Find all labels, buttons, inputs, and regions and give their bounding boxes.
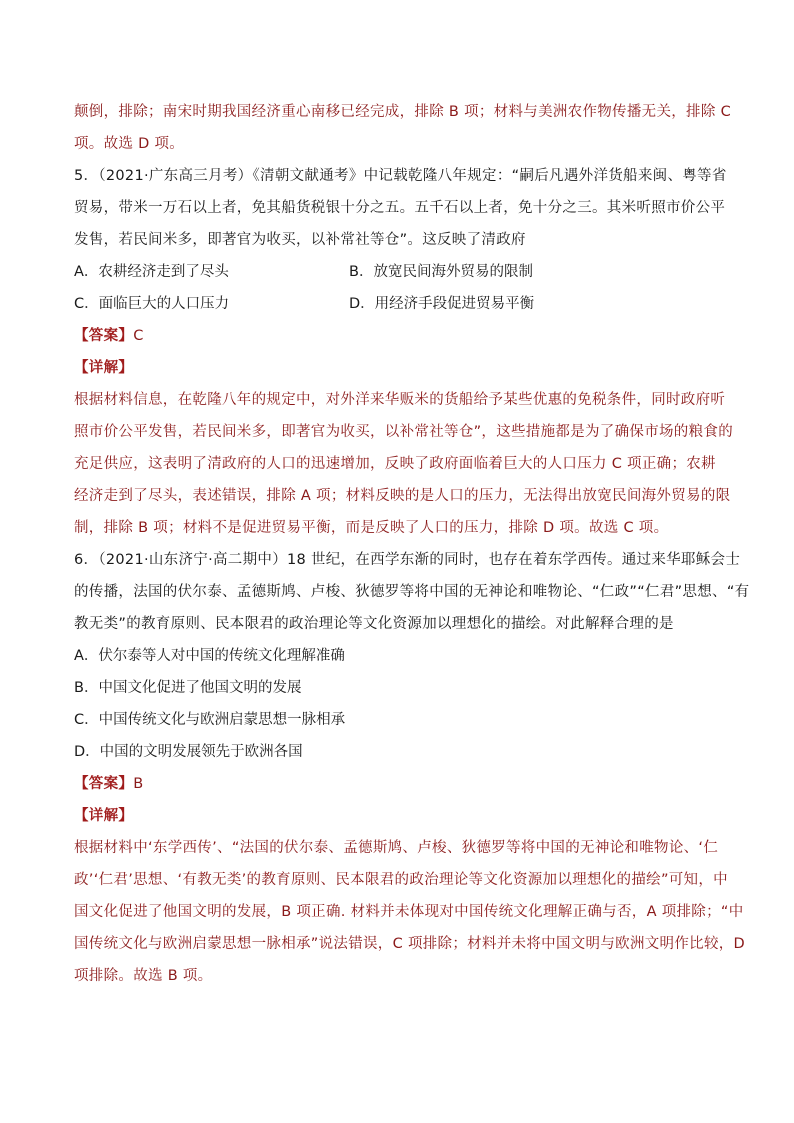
q6-answer [74,772,734,793]
detail-label: 【详解】 [74,360,134,376]
q6-detail-line-3: 国文化促进了他国文明的发展，B 项正确. 材料并未体现对中国传统文化理解正确与否，A 项排除；“中 [74,904,744,920]
q5-option-c: C．面临巨大的人口压力 [74,296,230,312]
q5-detail-heading [74,356,734,377]
answer-label: 【答案】 [74,328,134,344]
q6-detail-line-4: 国传统文化与欧洲启蒙思想一脉相承”说法错误，C 项排除；材料并未将中国文明与欧洲文明作比较，D [74,936,746,952]
prev-explanation-line-2: 项。故选 D 项。 [74,136,185,152]
q6-detail-heading [74,804,734,825]
q6-option-a: A．伏尔泰等人对中国的传统文化理解准确 [74,648,345,664]
q5-detail-line-1: 根据材料信息，在乾隆八年的规定中，对外洋来华贩米的货船给予某些优惠的免税条件，同时政府听 [74,392,726,408]
answer-value: C [133,328,144,344]
q5-stem-line-3: 发售，若民间米多，即著官为收买，以补常社等仓”。这反映了清政府 [74,232,526,248]
q5-option-a: A．农耕经济走到了尽头 [74,264,229,280]
prev-explanation-line-1: 颠倒，排除；南宋时期我国经济重心南移已经完成，排除 B 项；材料与美洲农作物传播无关，排除 C [74,104,731,120]
q6-option-c: C．中国传统文化与欧洲启蒙思想一脉相承 [74,712,346,728]
q5-detail-line-2: 照市价公平发售，若民间米多，即著官为收买，以补常社等仓”，这些措施都是为了确保市场的粮食的 [74,424,734,440]
q5-stem-line-1: 5．（2021·广东高三月考）《清朝文献通考》中记载乾隆八年规定：“嗣后凡遇外洋货船来闽、粤等省 [74,168,727,184]
q5-stem-line-2: 贸易，带米一万石以上者，免其船货税银十分之五。五千石以上者，免十分之三。其米听照市价公平 [74,200,726,216]
q6-option-d: D．中国的文明发展领先于欧洲各国 [74,744,303,760]
q6-detail-line-5: 项排除。故选 B 项。 [74,968,213,984]
q6-stem-line-3: 教无类”的教育原则、民本限君的政治理论等文化资源加以理想化的描绘。对此解释合理的是 [74,616,674,632]
q5-option-d: D．用经济手段促进贸易平衡 [349,296,535,312]
q5-detail-line-5: 制，排除 B 项；材料不是促进贸易平衡，而是反映了人口的压力，排除 D 项。故选 C 项。 [74,520,669,536]
answer-label: 【答案】 [74,776,134,792]
q6-stem-line-2: 的传播，法国的伏尔泰、孟德斯鸠、卢梭、狄德罗等将中国的无神论和唯物论、“仁政”“仁君”思想、“有 [74,584,750,600]
answer-value: B [133,776,144,792]
q6-detail-line-2: 政’‘仁君’思想、‘有教无类’的教育原则、民本限君的政治理论等文化资源加以理想化的描绘”可知，中 [74,872,728,888]
q6-detail-line-1: 根据材料中‘东学西传’、“法国的伏尔泰、孟德斯鸠、卢梭、狄德罗等将中国的无神论和唯物论、‘仁 [74,840,719,856]
q5-answer [74,324,734,345]
q5-option-b: B．放宽民间海外贸易的限制 [349,264,533,280]
detail-label: 【详解】 [74,808,134,824]
q6-stem-line-1: 6．（2021·山东济宁·高二期中）18 世纪，在西学东渐的同时，也存在着东学西传。通过来华耶稣会士 [74,552,741,568]
q6-option-b: B．中国文化促进了他国文明的发展 [74,680,302,696]
q5-detail-line-3: 充足供应，这表明了清政府的人口的迅速增加，反映了政府面临着巨大的人口压力 C 项正确；农耕 [74,456,716,472]
q5-detail-line-4: 经济走到了尽头，表述错误，排除 A 项；材料反映的是人口的压力，无法得出放宽民间海外贸易的限 [74,488,731,504]
